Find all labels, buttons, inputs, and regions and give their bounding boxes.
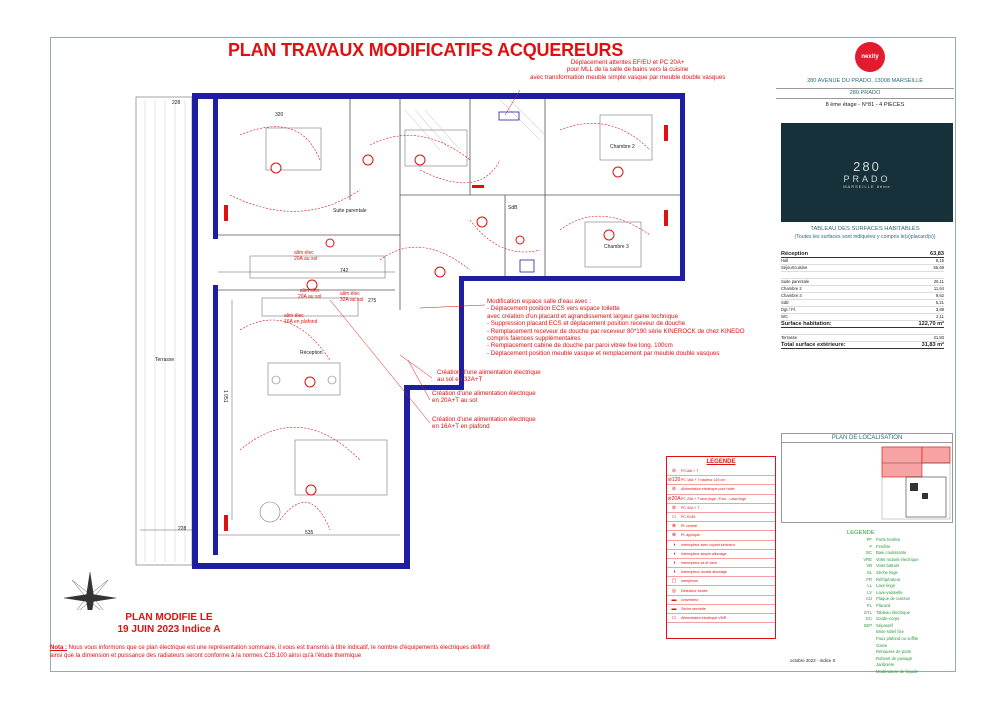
legend-symbol-icon: ⊘20A [667, 495, 681, 502]
surface-label: Séjour/cuisine [781, 265, 808, 270]
legend-electrical-label: Interrupteur simple allumage [681, 551, 727, 556]
legend-symbol-label: Brise soleil fixe [876, 629, 904, 635]
legend-symbol-label: Tableau électrique [876, 609, 910, 615]
legend-symbol-key: CU [865, 596, 872, 602]
legend-electrical-row [667, 568, 775, 577]
legend-symbol-row [848, 557, 958, 564]
brand-city: MARSEILLE 8ème [843, 184, 891, 189]
legend-symbol-label: Séparatif [876, 622, 893, 628]
surface-row [781, 335, 944, 342]
legend-symbol-icon: ▭ [671, 514, 677, 521]
surface-label: Surface habitation: [781, 321, 832, 327]
legend-symbol-label: Robinet de puisage [876, 655, 913, 661]
program-name: 280 PRADO [849, 90, 881, 96]
legend-symbol-label: Lave-vaisselle [876, 589, 903, 595]
dim-742: 742 [340, 268, 349, 274]
terrace-hatching [145, 100, 185, 562]
annotation-32a: Création d'une alimentation électrique au sol en 32A+T [437, 369, 541, 384]
legend-symbol-key: BC [866, 550, 872, 556]
alim-label-20a-kitchen: alim élec 20A au sol [294, 250, 318, 262]
legend-symbol-icon: ◑ [672, 569, 676, 576]
localisation-box [781, 433, 953, 523]
brand-name-bottom: PRADO [843, 174, 891, 184]
surface-row [781, 300, 944, 307]
legend-symbol-icon: ⊘ [671, 468, 677, 475]
legend-symbol-label: Plaque de cuisson [876, 596, 911, 602]
surface-row [781, 279, 944, 286]
legend-symbol-row [848, 550, 958, 557]
legend-symbol-row [848, 537, 958, 544]
legend-electrical-row [667, 476, 775, 485]
legend-electrical-label: Alimentation électrique pour hotte [681, 487, 735, 492]
legend-symbol-label: Volet roulant électrique [876, 556, 919, 562]
legend-symbol-row [848, 636, 958, 643]
surface-value: 31,83 [933, 335, 944, 340]
legend-electrical-row [667, 577, 775, 586]
legend-symbol-label: Fenêtre [876, 543, 891, 549]
surface-value: 11,64 [933, 286, 944, 291]
legend-electrical-row [667, 550, 775, 559]
legend-electrical-row [667, 495, 775, 504]
legend-symbol-label: Porte fenêtre [876, 537, 901, 542]
legend-symbols [848, 537, 958, 675]
nota-disclaimer: Nota : Nous vous informons que ce plan électrique est une représentation sommaire, il vous est transmis à titre indicatif, le nombre d'équipements électriques définitif ainsi que la dimension et puissance des radiateurs seront conforme à la normes C15.100 ainsi qu'à l'étude thermique [50, 645, 490, 659]
legend-electrical-row [667, 541, 775, 550]
legend-symbol-row [848, 623, 958, 630]
legend-electrical-label: PC16A + T [681, 469, 699, 474]
dim-275: 275 [368, 298, 377, 304]
surface-label: Réception [781, 251, 809, 257]
legend-symbol-label: Baie coulissante [876, 550, 907, 556]
surfaces-title: TABLEAU DES SURFACES HABITABLES [810, 226, 920, 232]
legend-electrical-label: Interphone [681, 579, 699, 584]
surface-label: Terrasse [781, 335, 798, 340]
legend-electrical-row [667, 559, 775, 568]
legend-electrical-label: PC RJ45 [681, 515, 696, 520]
surface-label: SdE [781, 300, 789, 305]
legend-symbol-key: F [869, 543, 872, 549]
legend-symbol-row [848, 563, 958, 570]
surface-value: 122,70 m² [918, 321, 944, 327]
room-label-suite: Suite parentale [333, 208, 367, 214]
legend-symbol-key: GTL [863, 609, 872, 615]
annotation-16a: Création d'une alimentation électrique en 16A+T en plafond [432, 416, 536, 431]
legend-electrical-row [667, 531, 775, 540]
legend-symbol-label: Placard [876, 602, 891, 608]
legend-symbol-key: SL [866, 569, 872, 575]
legend-electrical-label: PL central [681, 524, 698, 529]
surface-row [781, 321, 944, 328]
alim-label-16a: alim élec 16A en plafond [284, 313, 318, 325]
legend-symbol-icon: ▬ [671, 605, 677, 612]
legend-symbol-row [848, 583, 958, 590]
legend-electrical-row [667, 522, 775, 531]
localisation-map [782, 443, 952, 521]
surface-label: Chambre 3 [781, 293, 802, 298]
surface-label: Dgt / Pl. [781, 307, 796, 312]
surface-row [781, 286, 944, 293]
surface-value: 3,88 [935, 307, 944, 312]
legend-symbol-row [848, 596, 958, 603]
alim-label-32a: alim élec 32A au sol [340, 291, 364, 303]
legend-electrical-row [667, 467, 775, 476]
surfaces-table [781, 251, 944, 349]
legend-electrical-label: Détecteur fumée [681, 588, 708, 593]
legend-symbol-icon: ◎ [671, 587, 677, 594]
surface-value: 9,62 [935, 293, 944, 298]
surfaces-subtitle: (Toutes les surfaces sont indiquées y compris le(s)placard(s)) [794, 234, 936, 240]
date-indice: octobre 2022 - Indice S [790, 658, 836, 663]
surface-row [781, 342, 944, 349]
surface-row [781, 293, 944, 300]
alim-label-20a: alim élec 20A au sol [298, 288, 322, 300]
legend-symbol-icon: ⊗ [671, 523, 677, 530]
room-label-terrasse: Terrasse [155, 357, 175, 363]
legend-electrical-row [667, 596, 775, 605]
legend-symbol-key: GC [865, 616, 872, 622]
legend-symbol-icon: ⊘ [671, 486, 677, 493]
legend-electrical-row [667, 605, 775, 614]
legend-symbol-icon: ▭ [671, 615, 677, 622]
surface-label: WC [781, 314, 788, 319]
legend-electrical-row [667, 504, 775, 513]
legend-symbol-row [848, 610, 958, 617]
surface-value: 8,15 [935, 258, 944, 263]
legend-symbol-row [848, 577, 958, 584]
legend-symbol-label: Faux plafond ou soffite [876, 635, 919, 641]
legend-symbol-icon: ⊘ [671, 504, 677, 511]
legend-electrical-row [667, 485, 775, 494]
annotation-20a: Création d'une alimentation électrique en 20A+T au sol [432, 390, 536, 405]
legend-symbol-key: PF [866, 537, 872, 542]
legend-symbol-label: Garde-corps [876, 616, 900, 622]
terrace-outline [136, 97, 192, 565]
legend-symbol-row [848, 629, 958, 636]
surface-row [781, 251, 944, 258]
annotation-kitchen-move: Déplacement attentes EF/EU et PC 20A+ pour MLL de la salle de bains vers la cuisine avec transformation meuble simple vasque par meuble double vasques [530, 59, 726, 81]
legend-symbol-icon: ⊗ [671, 532, 677, 539]
plan-modifie-date: PLAN MODIFIE LE 19 JUIN 2023 Indice A [117, 612, 221, 635]
legend-symbol-row [848, 544, 958, 551]
surface-value: 2,11 [936, 314, 944, 319]
modified-elements [499, 112, 534, 272]
room-label-chambre3: Chambre 3 [604, 244, 629, 250]
brand-panel [781, 123, 953, 222]
legend-symbol-label: Jardinière [876, 662, 895, 668]
page-title: PLAN TRAVAUX MODIFICATIFS ACQUEREURS [228, 40, 624, 60]
legend-symbol-key: PL [866, 602, 872, 608]
legend-electrical-label: Alimentation électrique VMR [681, 616, 727, 621]
legend-electrical-title: LEGENDE [706, 459, 736, 465]
room-label-reception: Réception [300, 350, 323, 356]
legend-symbol-row [848, 603, 958, 610]
legend-symbol-row [848, 669, 958, 676]
brand-logo: nexity [855, 42, 885, 72]
surface-row [781, 272, 944, 279]
legend-electrical-label: convecteur [681, 597, 699, 602]
legend-electrical-row [667, 614, 775, 623]
surface-value: 5,21 [935, 300, 944, 305]
legend-symbol-label: Sèche linge [876, 569, 898, 575]
legend-symbol-label: Lave linge [876, 583, 896, 589]
legend-symbol-row [848, 662, 958, 669]
dim-535: 535 [305, 530, 314, 536]
dim-1051: 1 051 [222, 390, 228, 403]
compass-rose [64, 572, 116, 610]
surface-row [781, 258, 944, 265]
legend-symbol-label: Volet battant [876, 563, 900, 569]
legend-electrical-label: Interrupteur avec voyant lumineux [681, 542, 736, 547]
legend-electrical [666, 456, 776, 639]
legend-symbol-icon: ▢ [671, 578, 677, 585]
legend-electrical-label: PC 32A + T [681, 505, 700, 510]
address-line: 280 AVENUE DU PRADO, 13008 MARSEILLE [807, 78, 923, 84]
legend-symbol-key: SEP [863, 622, 872, 628]
legend-symbol-row [848, 616, 958, 623]
legend-symbol-key: LV [867, 589, 872, 595]
surface-value: 63,83 [930, 251, 944, 257]
legend-symbol-label: Réfrigérateur [876, 576, 901, 582]
legend-electrical-label: PC 20A + T lave-linge - Four - Lave-linge [681, 496, 747, 501]
legend-symbol-label: Modénature de façade [876, 668, 918, 674]
legend-symbol-key: LL [867, 583, 872, 589]
surface-value: 31,83 m² [921, 342, 944, 348]
legend-symbol-icon: ◑ [672, 541, 676, 548]
legend-symbol-label: Gaine [876, 642, 888, 648]
legend-symbol-key: VB [866, 563, 872, 569]
surface-label: Hall [781, 258, 789, 263]
legend-symbols-title: LEGENDE [847, 530, 875, 536]
legend-symbol-row [848, 590, 958, 597]
surface-label: Suite parentale [781, 279, 810, 284]
surface-label: Total surface extérieure: [781, 342, 846, 348]
legend-symbol-icon: ◑ [672, 550, 676, 557]
surface-row [781, 265, 944, 272]
legend-electrical-label: Interrupteur double allumage [681, 570, 727, 575]
legend-symbol-row [848, 649, 958, 656]
legend-symbol-icon: ◑ [672, 559, 676, 566]
legend-electrical-row [667, 513, 775, 522]
annotation-bathroom: Modification espace salle d'eau avec : - Déplacement position ECS vers espace toilette avec création d'un placard et agrandissement largeur gaine technique - Suppression placard ECS et déplacement position receveur de douche - Remplacement receveur de douche par receveur 80*190 série KINEROCK de chez KINEDO compris faiences supplémentaires - Remplacement cabine de douche par paroi vitrée fixe long. 100cm - Déplacement position meuble vasque et remplacement par meuble double vasques [487, 298, 745, 357]
legend-symbol-row [848, 643, 958, 650]
dim-228-top: 228 [172, 100, 181, 106]
legend-symbol-row [848, 570, 958, 577]
legend-electrical-label: PC 16A + T hauteur 120 cm [681, 478, 726, 483]
legend-electrical-label: Interrupteur va et vient [681, 560, 717, 565]
dim-228-bottom: 228 [178, 526, 187, 532]
surface-row [781, 328, 944, 335]
lot-details: 8 ème étage - N°81 - 4 PIECES [825, 102, 905, 108]
surface-row [781, 314, 944, 321]
legend-symbol-icon: ⊘120 [667, 477, 681, 484]
legend-symbol-label: Rehausse de porte [876, 649, 912, 655]
legend-electrical-label: Sèche serviette [681, 606, 706, 611]
legend-symbol-row [848, 656, 958, 663]
bathroom-hatch [405, 100, 545, 150]
room-label-chambre2: Chambre 2 [610, 144, 635, 150]
surface-value: 26,11 [933, 279, 944, 284]
surface-label: Chambre 2 [781, 286, 802, 291]
legend-symbol-icon: ▬ [671, 596, 677, 603]
surface-value: 55,68 [933, 265, 944, 270]
dim-320: 320 [275, 112, 284, 118]
surface-row [781, 307, 944, 314]
dimension-lines [140, 272, 400, 535]
legend-symbol-key: FR [866, 576, 872, 582]
brand-name-top: 280 [853, 159, 881, 174]
legend-symbol-key: VRE [863, 556, 872, 562]
localisation-title: PLAN DE LOCALISATION [782, 434, 952, 443]
legend-electrical-row [667, 586, 775, 595]
room-label-sdb: SdB [508, 205, 518, 211]
legend-electrical-label: PL applique [681, 533, 700, 538]
